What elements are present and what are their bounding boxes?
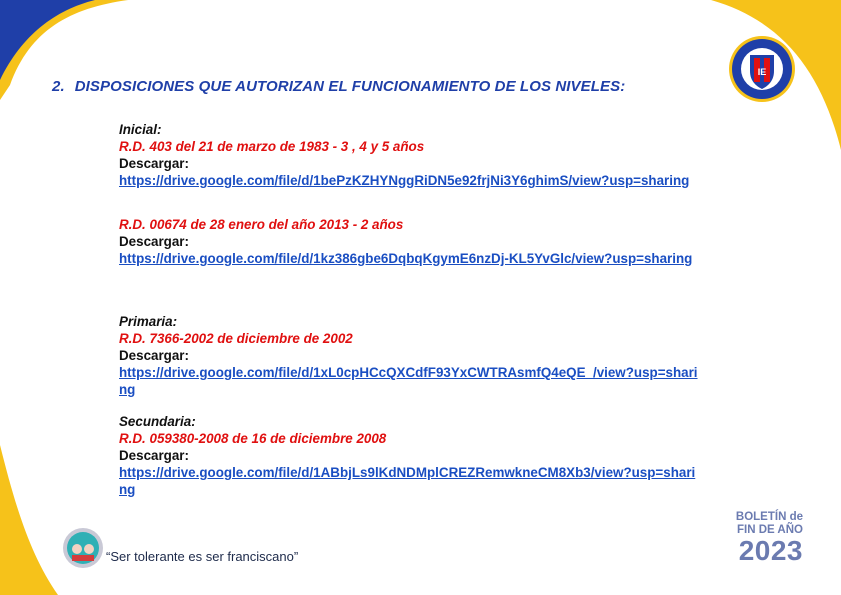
level-section-secundaria (119, 413, 719, 498)
resolution-text: R.D. 7366-2002 de diciembre de 2002 (119, 331, 353, 346)
level-label: Secundaria: (119, 414, 196, 429)
footer-slogan: “Ser tolerante es ser franciscano” (106, 549, 299, 564)
school-crest-logo (728, 35, 796, 103)
download-label: Descargar: (119, 348, 189, 363)
svg-text:IE: IE (757, 67, 767, 77)
resolution-text: R.D. 059380-2008 de 16 de diciembre 2008 (119, 431, 387, 446)
level-section-inicial (119, 121, 719, 189)
resolution-text: R.D. 403 del 21 de marzo de 1983 - 3 , 4 y 5 años (119, 139, 425, 154)
bulletin-line1: BOLETÍN de (735, 511, 803, 523)
drive-link[interactable]: https://drive.google.com/file/d/1ABbjLs9lKdNDMplCREZRemwkneCM8Xb3/view?usp=sharing (119, 465, 696, 497)
bulletin-year: 2023 (738, 535, 803, 566)
section-heading (52, 78, 625, 95)
level-label: Primaria: (119, 314, 178, 329)
drive-link[interactable]: https://drive.google.com/file/d/1bePzKZHYNggRiDN5e92frjNi3Y6ghimS/view?usp=sharing (119, 173, 690, 188)
drive-link[interactable]: https://drive.google.com/file/d/1kz386gbe6DqbqKgymE6nzDj-KL5YvGlc/view?usp=sharing (119, 251, 693, 266)
level-section-primaria (119, 313, 719, 398)
download-label: Descargar: (119, 156, 189, 171)
bulletin-line2: FIN DE AÑO (736, 524, 803, 536)
level-label: Inicial: (119, 122, 162, 137)
download-label: Descargar: (119, 448, 189, 463)
heading-number: 2. (52, 78, 65, 95)
bottom-left-corner-decoration (0, 445, 60, 595)
bulletin-badge (736, 510, 803, 565)
franciscan-emblem-icon (62, 527, 104, 569)
drive-link[interactable]: https://drive.google.com/file/d/1xL0cpHCcQXCdfF93YxCWTRAsmfQ4eQE_/view?usp=sharing (119, 365, 698, 397)
download-label: Descargar: (119, 234, 189, 249)
level-section-inicial-2 (119, 216, 719, 267)
heading-text: DISPOSICIONES QUE AUTORIZAN EL FUNCIONAMIENTO DE LOS NIVELES: (74, 78, 626, 95)
resolution-text: R.D. 00674 de 28 enero del año 2013 - 2 años (119, 217, 404, 232)
